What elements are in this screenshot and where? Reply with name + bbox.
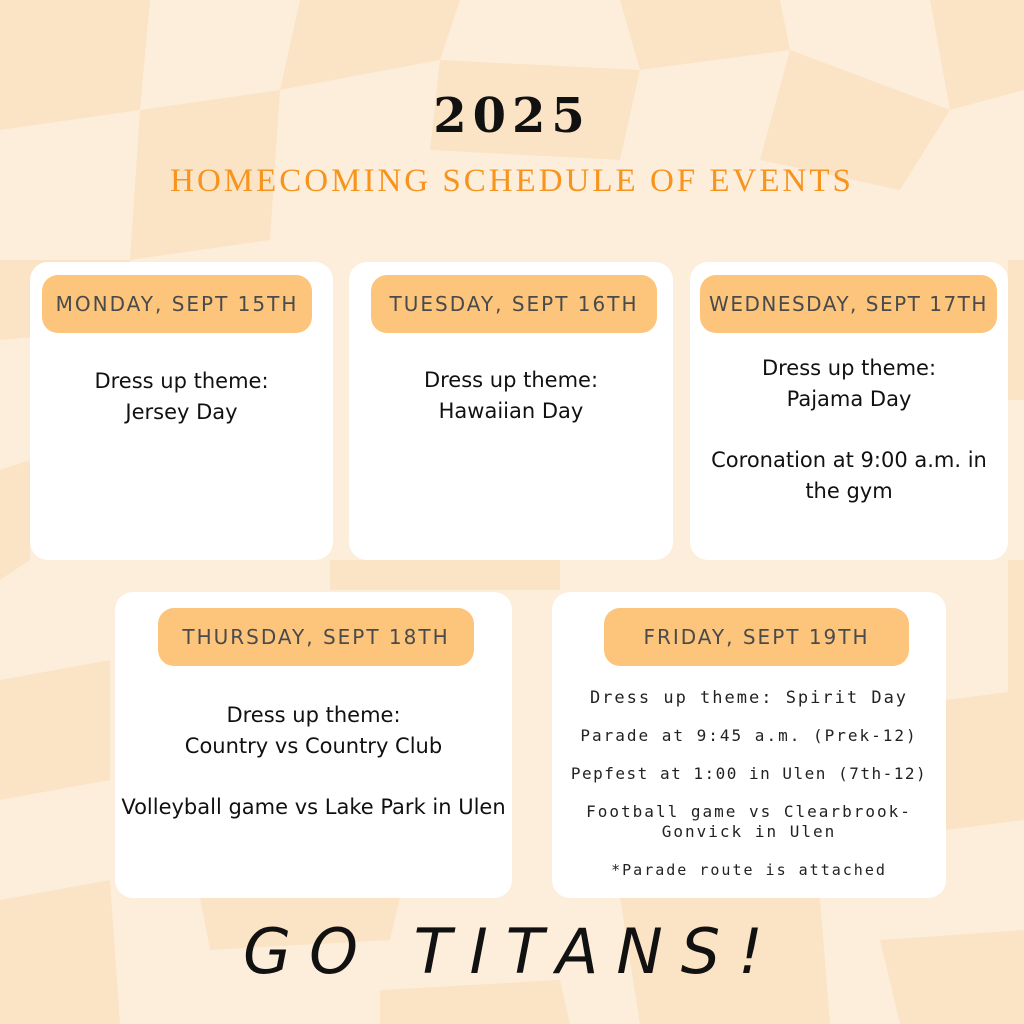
day-details-tuesday [349,365,673,427]
go-titans-slogan: GO TITANS! [243,915,781,988]
friday-football: Football game vs Clearbrook-Gonvick in Ulen [586,802,912,841]
theme-value: Hawaiian Day [438,399,584,423]
friday-theme: Dress up theme: Spirit Day [589,688,909,708]
event-text: Volleyball game vs Lake Park in Ulen [121,795,506,819]
year-heading: 2025 [433,88,591,144]
theme-value: Country vs Country Club [184,734,443,758]
theme-value: Jersey Day [125,400,238,424]
theme-value: Pajama Day [786,387,912,411]
day-label-wednesday: WEDNESDAY, SEPT 17TH [700,275,997,333]
event-text: Coronation at 9:00 a.m. in the gym [711,448,987,503]
theme-label: Dress up theme: [94,369,269,393]
friday-note: *Parade route is attached [611,861,887,879]
theme-label: Dress up theme: [423,368,599,392]
day-label-tuesday: TUESDAY, SEPT 16TH [371,275,657,333]
friday-parade: Parade at 9:45 a.m. (Prek-12) [580,726,918,745]
day-label-friday: FRIDAY, SEPT 19TH [604,608,909,666]
day-details-thursday [115,700,512,823]
friday-pepfest: Pepfest at 1:00 in Ulen (7th-12) [570,764,928,783]
page-title: HOMECOMING SCHEDULE OF EVENTS [170,163,854,199]
theme-label: Dress up theme: [761,356,937,380]
day-details-monday [30,366,333,428]
theme-label: Dress up theme: [226,703,401,727]
day-label-monday: MONDAY, SEPT 15TH [42,275,312,333]
day-label-thursday: THURSDAY, SEPT 18TH [158,608,474,666]
day-details-wednesday [690,353,1008,507]
